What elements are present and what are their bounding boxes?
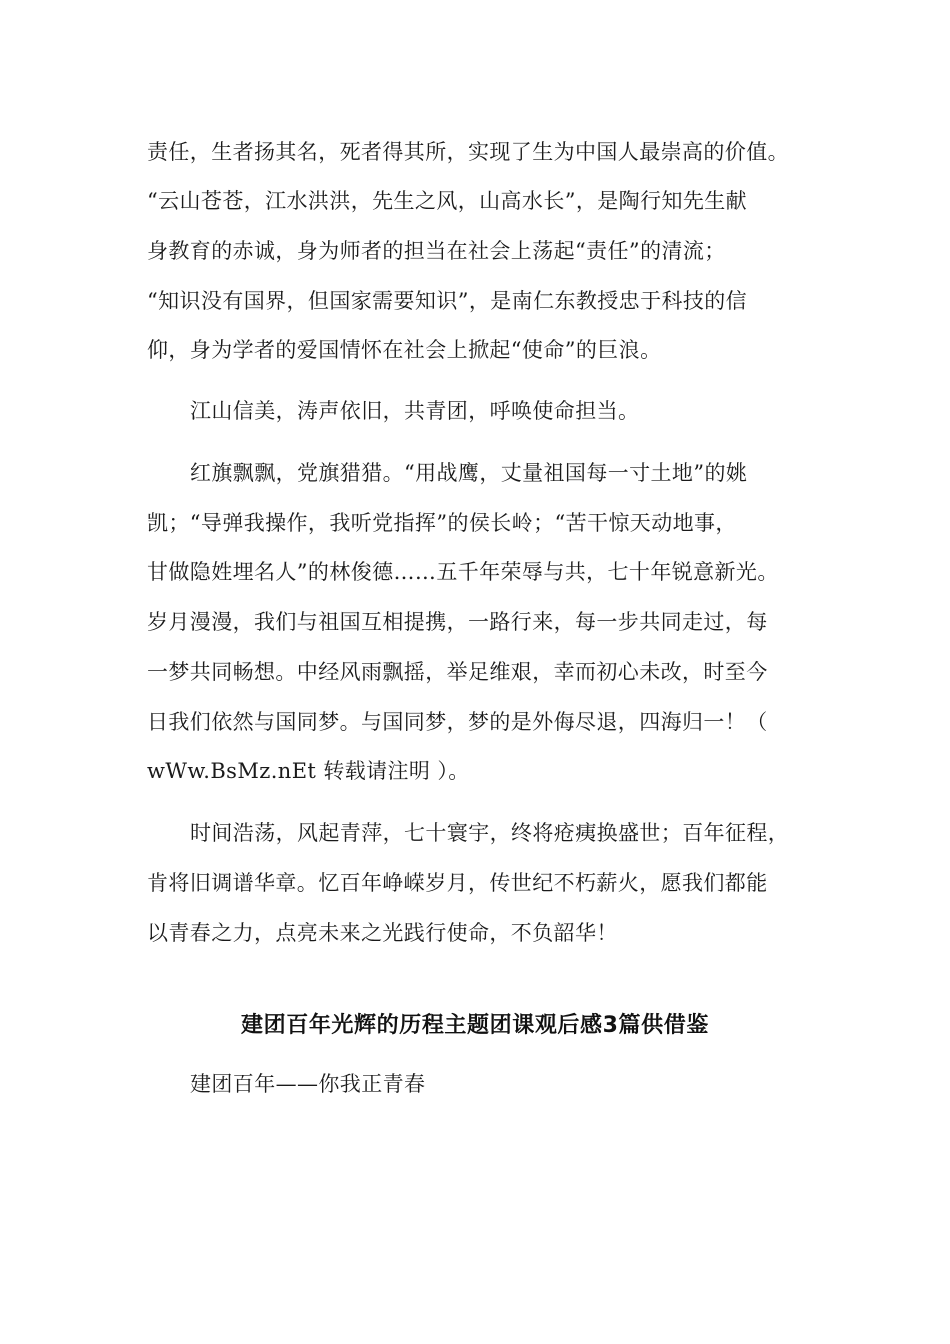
text-line: 凯；“导弹我操作，我听党指挥”的侯长岭；“苦干惊天动地事，: [147, 511, 737, 535]
text-line: wWw.BsMz.nEt 转载请注明 ）。: [147, 759, 470, 783]
text-line: 以青春之力，点亮未来之光践行使命，不负韶华！: [147, 921, 618, 945]
text-line: 红旗飘飘，党旗猎猎。“用战鹰，丈量祖国每一寸土地”的姚: [190, 461, 748, 485]
text-line: “知识没有国界，但国家需要知识”，是南仁东教授忠于科技的信: [147, 289, 748, 313]
text-line: 江山信美，涛声依旧，共青团，呼唤使命担当。: [190, 399, 640, 423]
text-line: 仰，身为学者的爱国情怀在社会上掀起“使命”的巨浪。: [147, 338, 662, 362]
subtitle: 建团百年——你我正青春: [190, 1072, 426, 1096]
text-line: “云山苍苍，江水洪洪，先生之风，山高水长”，是陶行知先生献: [147, 189, 748, 213]
text-line: 责任，生者扬其名，死者得其所，实现了生为中国人最崇高的价值。: [147, 140, 789, 164]
section-heading: 建团百年光辉的历程主题团课观后感3篇供借鉴: [241, 1013, 709, 1038]
text-line: 一梦共同畅想。中经风雨飘摇，举足维艰，幸而初心未改，时至今: [147, 660, 768, 684]
text-line: 甘做隐姓埋名人”的林俊德……五千年荣辱与共，七十年锐意新光。: [147, 560, 779, 584]
text-line: 岁月漫漫，我们与祖国互相提携，一路行来，每一步共同走过，每: [147, 610, 768, 634]
text-line: 日我们依然与国同梦。与国同梦，梦的是外侮尽退，四海归一！（: [147, 710, 768, 734]
text-line: 肯将旧调谱华章。忆百年峥嵘岁月，传世纪不朽薪火，愿我们都能: [147, 871, 768, 895]
text-line: 身教育的赤诚，身为师者的担当在社会上荡起“责任”的清流；: [147, 239, 726, 263]
text-line: 时间浩荡，风起青萍，七十寰宇，终将疮痍换盛世；百年征程，: [190, 821, 790, 845]
